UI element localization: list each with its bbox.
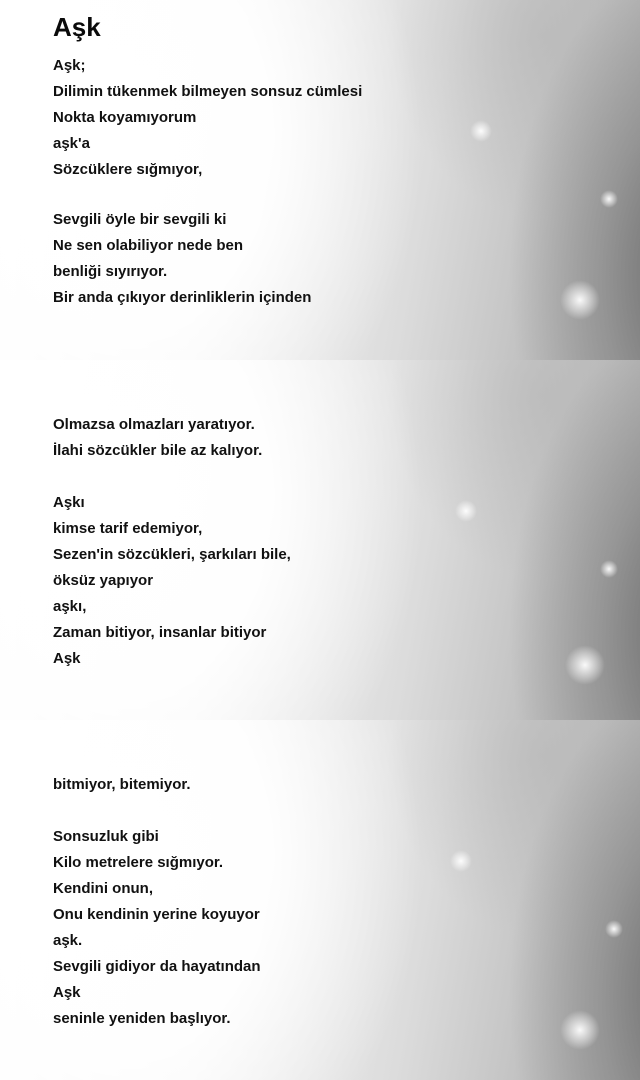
stanza [53, 824, 261, 1032]
poem-title: Aşk [53, 12, 101, 42]
poem-panel-3 [0, 720, 640, 1080]
sparkle-decoration [605, 920, 623, 938]
poem-line: öksüz yapıyor [53, 572, 154, 589]
poem-line: Olmazsa olmazları yaratıyor. [53, 416, 255, 433]
stanza [53, 772, 191, 798]
poem-line: Aşk [53, 650, 81, 667]
poem-line: Aşkı [53, 494, 85, 511]
poem-line: Zaman bitiyor, insanlar bitiyor [53, 624, 267, 641]
poem-line: Aşk [53, 984, 81, 1001]
poem-line: Sözcüklere sığmıyor, [53, 161, 203, 178]
poem-line: Aşk; [53, 57, 86, 74]
poem-line: kimse tarif edemiyor, [53, 520, 203, 537]
sparkle-decoration [560, 1010, 600, 1050]
poem-line: Ne sen olabiliyor nede ben [53, 237, 244, 254]
stanza [53, 207, 311, 311]
stanza [53, 53, 362, 183]
poem-line: aşk. [53, 932, 83, 949]
sparkle-decoration [600, 560, 618, 578]
poem-line: Dilimin tükenmek bilmeyen sonsuz cümlesi [53, 83, 363, 100]
poem-line: İlahi sözcükler bile az kalıyor. [53, 442, 263, 459]
poem-line: Sezen'in sözcükleri, şarkıları bile, [53, 546, 291, 563]
sparkle-decoration [600, 190, 618, 208]
poem-line: Bir anda çıkıyor derinliklerin içinden [53, 289, 312, 306]
stanza [53, 490, 291, 672]
poem-line: Onu kendinin yerine koyuyor [53, 906, 260, 923]
poem-line: aşkı, [53, 598, 87, 615]
poem-line: Nokta koyamıyorum [53, 109, 197, 126]
sparkle-decoration [560, 280, 600, 320]
stanza [53, 412, 262, 464]
poem-line: seninle yeniden başlıyor. [53, 1010, 231, 1027]
sparkle-decoration [450, 850, 472, 872]
poem-line: Sevgili öyle bir sevgili ki [53, 211, 227, 228]
poem-line: Kilo metrelere sığmıyor. [53, 854, 224, 871]
sparkle-decoration [455, 500, 477, 522]
poem-panel-1 [0, 0, 640, 360]
poem-line: Sonsuzluk gibi [53, 828, 159, 845]
poem-line: aşk'a [53, 135, 90, 152]
sparkle-decoration [565, 645, 605, 685]
poem-panel-2 [0, 360, 640, 720]
poem-line: benliği sıyırıyor. [53, 263, 168, 280]
poem-line: bitmiyor, bitemiyor. [53, 776, 191, 793]
poem-line: Sevgili gidiyor da hayatından [53, 958, 261, 975]
sparkle-decoration [470, 120, 492, 142]
poem-line: Kendini onun, [53, 880, 153, 897]
